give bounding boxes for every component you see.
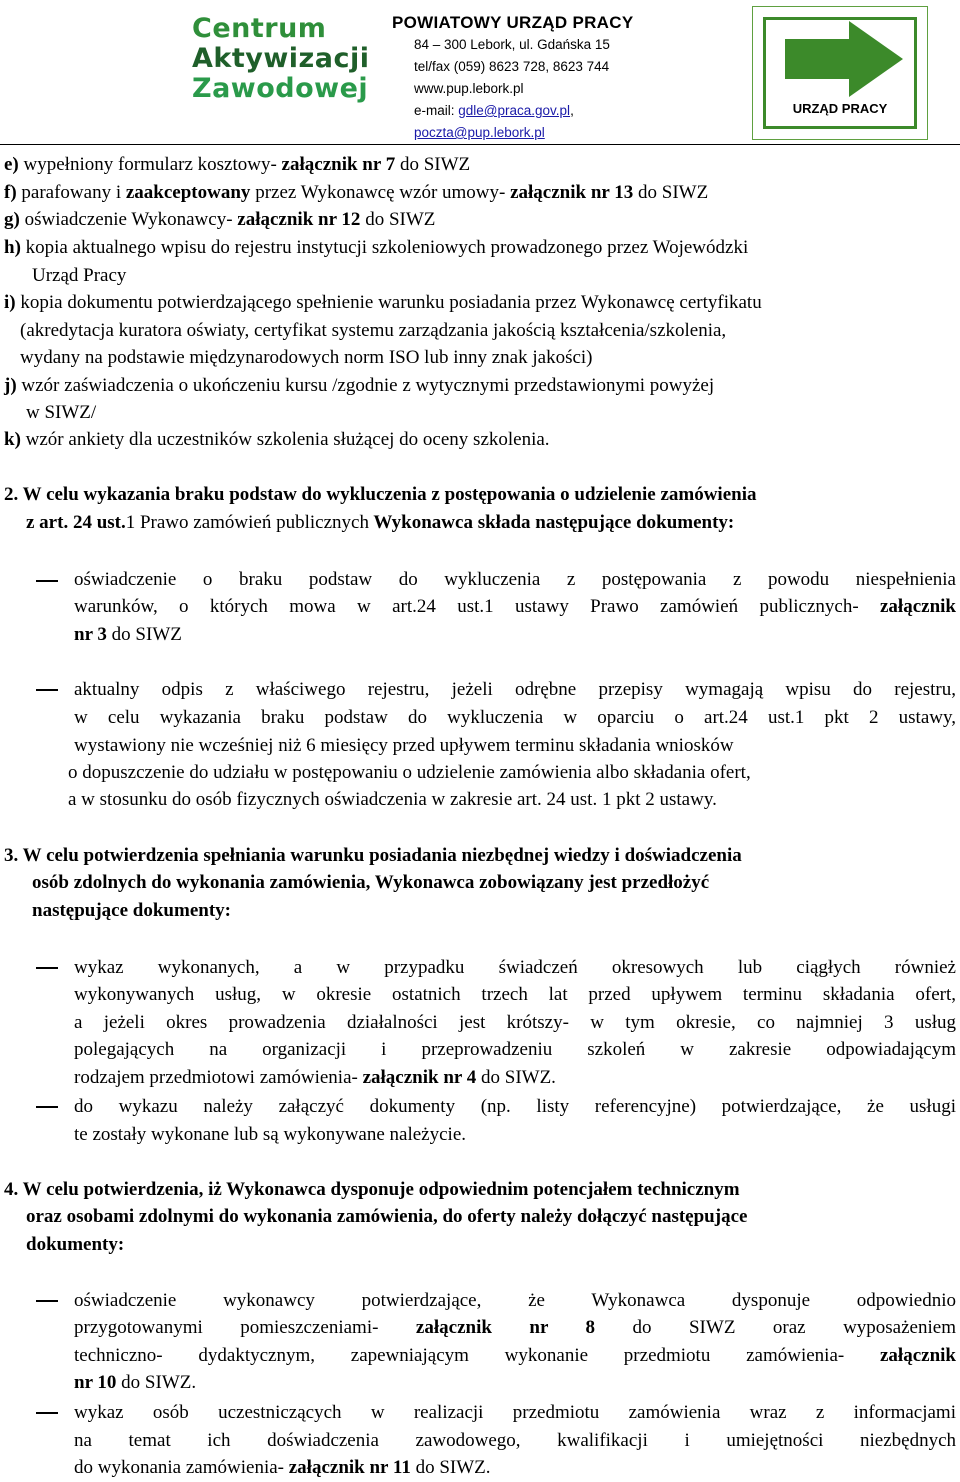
s3-item1-line4: polegających na organizacji i przeprowadzeniu szkoleń w zakresie odpowiadającym — [74, 1039, 956, 1060]
list-item-h-cont: Urząd Pracy — [32, 265, 127, 286]
s2-item2-line3: wystawiony nie wcześniej niż 6 miesięcy przed upływem terminu składania wniosków — [74, 735, 734, 756]
item-text: oświadczenie Wykonawcy- — [19, 209, 238, 230]
email-link-2[interactable]: poczta@pup.lebork.pl — [414, 125, 545, 140]
item-marker: g) — [4, 209, 20, 230]
item-marker: e) — [4, 154, 19, 175]
item-text: do SIWZ — [633, 182, 709, 203]
bullet-dash — [36, 580, 58, 582]
bullet-dash — [36, 967, 58, 969]
s4-item2-line2: na temat ich doświadczenia zawodowego, kwalifikacji i umiejętności niezbędnych — [74, 1430, 956, 1451]
arrow-icon — [753, 7, 929, 141]
email-label: e-mail: — [414, 103, 455, 118]
item-bold: załącznik nr 11 — [288, 1457, 411, 1478]
item-text: parafowany i — [16, 182, 126, 203]
email-link-1[interactable]: gdle@praca.gov.pl — [458, 103, 571, 118]
heading-bold: Wykonawca składa następujące dokumenty: — [368, 512, 735, 533]
item-bold: załącznik nr 12 — [237, 209, 361, 230]
s2-item2-line1: aktualny odpis z właściwego rejestru, jeżeli odrębne przepisy wymagają wpisu do rejestru, — [74, 679, 956, 700]
s2-item1-line2 — [74, 594, 956, 620]
item-bold: nr 3 — [74, 624, 107, 645]
item-text: rodzajem przedmiotowi zamówienia- — [74, 1067, 363, 1088]
bullet-dash — [36, 1300, 58, 1302]
item-bold: załącznik — [880, 596, 956, 617]
bullet-dash — [36, 1106, 58, 1108]
item-text: do SIWZ oraz wyposażeniem — [595, 1317, 956, 1338]
list-item-i-cont-1: (akredytacja kuratora oświaty, certyfikat systemu zarządzania jakością kształcenia/szkolenia, — [20, 320, 727, 341]
s4-item1-line4 — [74, 1370, 196, 1396]
s3-item1-line3: a jeżeli okres prowadzenia działalności jest krótszy- w tym okresie, co najmniej 3 usług — [74, 1012, 956, 1033]
s3-item2-line2: te zostały wykonane lub są wykonywane należycie. — [74, 1124, 467, 1145]
item-marker: k) — [4, 429, 21, 450]
list-item-f — [4, 180, 708, 206]
s4-item1-line3 — [74, 1343, 956, 1369]
logo-label: URZĄD PRACY — [792, 101, 888, 116]
section-2-heading: 2. W celu wykazania braku podstaw do wykluczenia z postępowania o udzielenie zamówienia — [4, 484, 757, 505]
item-marker: j) — [4, 375, 17, 396]
office-address: 84 – 300 Lebork, ul. Gdańska 15 — [414, 37, 610, 52]
office-title: POWIATOWY URZĄD PRACY — [392, 13, 634, 32]
s2-item1-line1: oświadczenie o braku podstaw do wykluczenia z postępowania z powodu niespełnienia — [74, 569, 956, 590]
item-text: wzór zaświadczenia o ukończeniu kursu /zgodnie z wytycznymi przedstawionymi powyżej — [16, 375, 715, 396]
section-4-heading: 4. W celu potwierdzenia, iż Wykonawca dysponuje odpowiednim potencjałem technicznym — [4, 1179, 740, 1200]
item-text: kopia aktualnego wpisu do rejestru instytucji szkoleniowych prowadzonego przez Wojewódzki — [20, 237, 749, 258]
item-bold: zaakceptowany — [125, 182, 251, 203]
s4-item2-line1: wykaz osób uczestniczących w realizacji przedmiotu zamówienia wraz z informacjami — [74, 1402, 956, 1423]
bullet-dash — [36, 1412, 58, 1414]
item-text: do SIWZ — [360, 209, 436, 230]
s3-item1-line2: wykonywanych usług, w okresie ostatnich trzech lat przed upływem terminu składania ofert, — [74, 984, 956, 1005]
item-bold: załącznik nr 8 — [415, 1317, 596, 1338]
item-text: techniczno- dydaktycznym, zapewniającym wykonanie przedmiotu zamówienia- — [74, 1345, 880, 1366]
office-phone: tel/fax (059) 8623 728, 8623 744 — [414, 59, 610, 74]
item-bold: załącznik nr 7 — [281, 154, 396, 175]
s2-item2-line5: a w stosunku do osób fizycznych oświadczenia w zakresie art. 24 ust. 1 pkt 2 ustawy. — [68, 789, 717, 810]
section-3-heading-cont-1: osób zdolnych do wykonania zamówienia, Wykonawca zobowiązany jest przedłożyć — [32, 872, 710, 893]
s3-item2-line1: do wykazu należy załączyć dokumenty (np. listy referencyjne) potwierdzające, że usługi — [74, 1096, 956, 1117]
office-website: www.pup.lebork.pl — [414, 81, 524, 96]
item-text: do SIWZ — [106, 624, 182, 645]
logo-word-1: Centrum — [192, 13, 327, 44]
item-text: wzór ankiety dla uczestników szkolenia służącej do oceny szkolenia. — [20, 429, 550, 450]
section-4-heading-cont-2: dokumenty: — [26, 1234, 125, 1255]
logo-word-2: Aktywizacji — [192, 43, 370, 74]
item-bold: załącznik — [880, 1345, 956, 1366]
s3-item1-line5 — [74, 1065, 556, 1091]
list-item-i-cont-2: wydany na podstawie międzynarodowych norm ISO lub inny znak jakości) — [20, 347, 593, 368]
item-bold: nr 10 — [74, 1372, 117, 1393]
s3-item1-line1: wykaz wykonanych, a w przypadku świadczeń okresowych lub ciągłych również — [74, 957, 956, 978]
list-item-k — [4, 427, 550, 453]
urzad-pracy-logo — [752, 6, 928, 140]
office-email-line: e-mail: gdle@praca.gov.pl, poczta@pup.lebork.pl — [414, 103, 574, 140]
item-text: kopia dokumentu potwierdzającego spełnienie warunku posiadania przez Wykonawcę certyfikatu — [15, 292, 762, 313]
item-text: do SIWZ. — [116, 1372, 197, 1393]
s2-item2-line2: w celu wykazania braku podstaw do wykluczenia w oparciu o art.24 ust.1 pkt 2 ustawy, — [74, 707, 956, 728]
section-2-heading-cont — [26, 510, 734, 536]
list-item-j-cont: w SIWZ/ — [26, 402, 97, 423]
item-text: do SIWZ. — [410, 1457, 491, 1478]
s4-item1-line2 — [74, 1315, 956, 1341]
item-text: do wykonania zamówienia- — [74, 1457, 289, 1478]
s2-item1-line3 — [74, 622, 182, 648]
list-item-g — [4, 207, 435, 233]
section-3-heading: 3. W celu potwierdzenia spełniania warunku posiadania niezbędnej wiedzy i doświadczenia — [4, 845, 742, 866]
heading-text: 1 Prawo zamówień publicznych — [125, 512, 369, 533]
item-text: wypełniony formularz kosztowy- — [18, 154, 282, 175]
office-address-block — [392, 12, 662, 144]
list-item-e — [4, 152, 470, 178]
list-item-j — [4, 373, 714, 399]
list-item-i — [4, 290, 762, 316]
s2-item2-line4: o dopuszczenie do udziału w postępowaniu o udzielenie zamówienia albo składania ofert, — [68, 762, 751, 783]
item-marker: f) — [4, 182, 17, 203]
section-4-heading-cont-1: oraz osobami zdolnymi do wykonania zamówienia, do oferty należy dołączyć następujące — [26, 1206, 748, 1227]
item-text: do SIWZ. — [476, 1067, 556, 1088]
header-rule — [0, 144, 960, 145]
centrum-aktywizacji-logo — [192, 14, 372, 124]
list-item-h — [4, 235, 748, 261]
item-text: warunków, o których mowa w art.24 ust.1 ustawy Prawo zamówień publicznych- — [74, 596, 880, 617]
s4-item1-line1: oświadczenie wykonawcy potwierdzające, że Wykonawca dysponuje odpowiednio — [74, 1290, 956, 1311]
item-marker: i) — [4, 292, 16, 313]
bullet-dash — [36, 689, 58, 691]
item-text: do SIWZ — [395, 154, 471, 175]
item-bold: załącznik nr 4 — [362, 1067, 477, 1088]
item-text: przez Wykonawcę wzór umowy- — [250, 182, 511, 203]
item-marker: h) — [4, 237, 21, 258]
item-text: przygotowanymi pomieszczeniami- — [74, 1317, 416, 1338]
heading-bold: z art. 24 ust. — [26, 512, 126, 533]
letterhead — [0, 0, 960, 150]
logo-word-3: Zawodowej — [192, 73, 369, 104]
s4-item2-line3 — [74, 1455, 491, 1481]
item-bold: załącznik nr 13 — [510, 182, 634, 203]
section-3-heading-cont-2: następujące dokumenty: — [32, 900, 231, 921]
